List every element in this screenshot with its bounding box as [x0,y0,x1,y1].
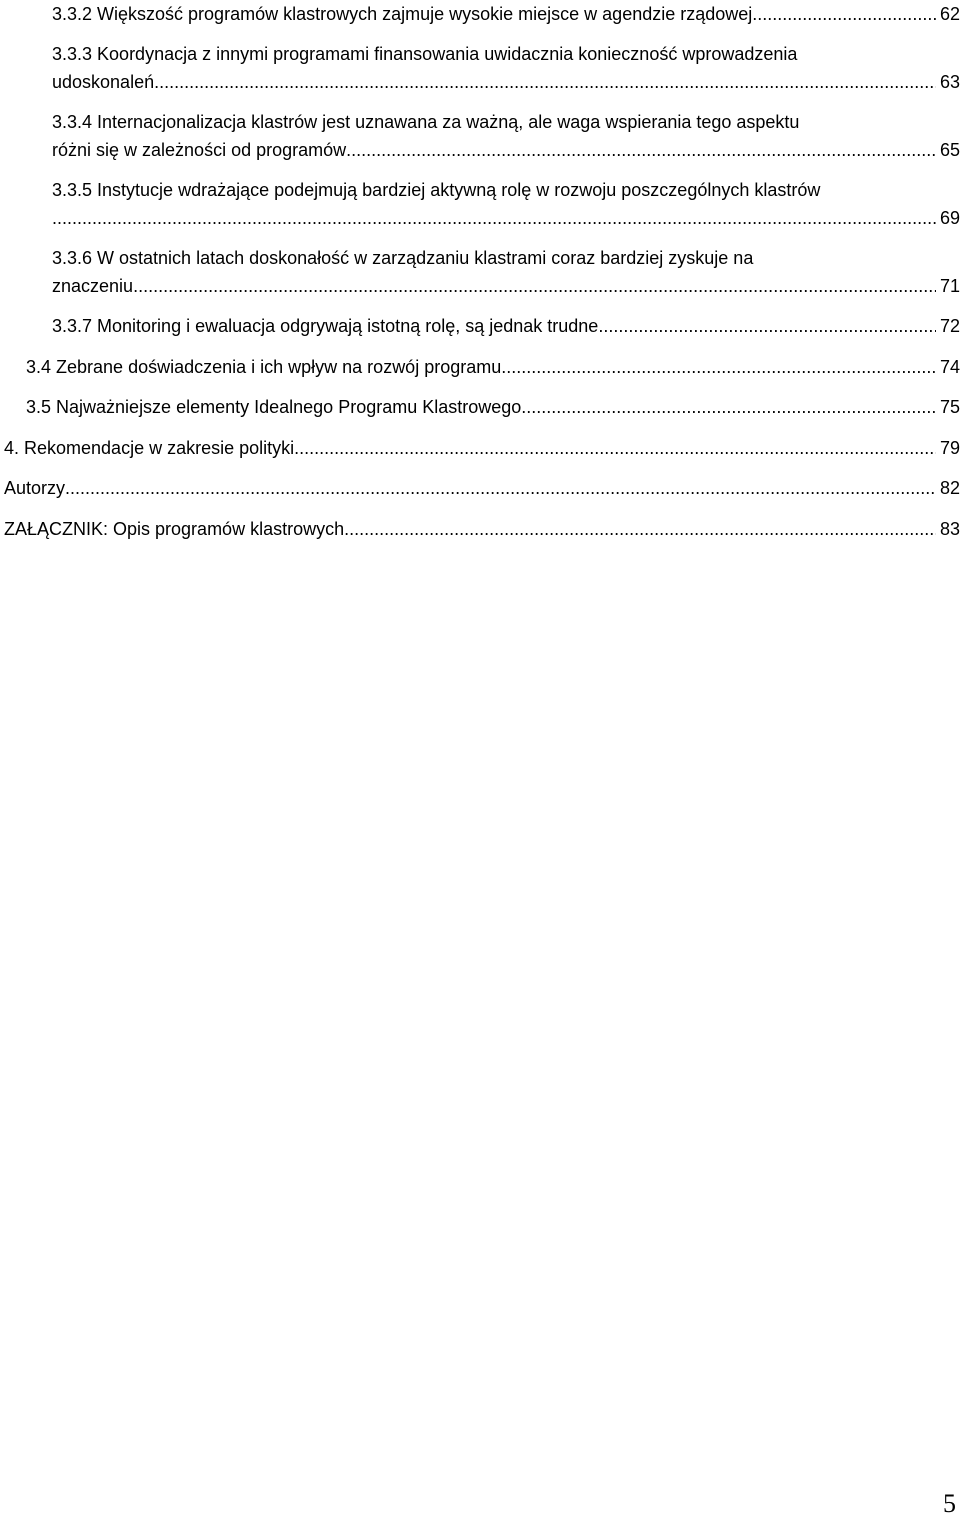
toc-entry-title: ZAŁĄCZNIK: Opis programów klastrowych [4,519,345,539]
toc-entry-3-3-7[interactable] [52,312,960,340]
toc-entry-page: 65 [939,140,960,160]
toc-entry-authors[interactable] [4,474,960,502]
dot-leader [501,353,936,381]
toc-entry-page: 74 [939,357,960,377]
toc-entry-title: różni się w zależności od programów [52,140,347,160]
toc-entry-page: 82 [939,478,960,498]
toc-entry-annex[interactable] [4,515,960,543]
toc-entry-title: 3.3.2 Większość programów klastrowych zajmuje wysokie miejsce w agendzie rządowej [52,4,753,24]
toc-entry-page: 62 [939,4,960,24]
toc-entry-title-line1: 3.3.4 Internacjonalizacja klastrów jest uznawana za ważną, ale waga wspierania tego aspektu [52,112,800,132]
toc-entry-title: 4. Rekomendacje w zakresie polityki [4,438,295,458]
toc-entry-title-line1: 3.3.3 Koordynacja z innymi programami finansowania uwidacznia konieczność wprowadzenia [52,44,798,64]
toc-entry-3-4[interactable] [26,353,960,381]
dot-leader [133,272,936,300]
dot-leader [65,474,936,502]
toc-entry-page: 83 [939,519,960,539]
toc-entry-title: udoskonaleń [52,72,155,92]
dot-leader [752,0,936,28]
toc-entry-3-3-4[interactable] [52,108,960,164]
dot-leader [52,204,936,232]
toc-entry-title: znaczeniu [52,276,134,296]
toc-entry-3-3-5[interactable] [52,176,960,232]
dot-leader [346,136,936,164]
toc-entry-title: 3.3.7 Monitoring i ewaluacja odgrywają istotną rolę, są jednak trudne [52,316,599,336]
toc-entry-3-5[interactable] [26,393,960,421]
toc-entry-page: 63 [939,72,960,92]
toc-entry-3-3-3[interactable] [52,40,960,96]
toc-entry-title-line1: 3.3.6 W ostatnich latach doskonałość w zarządzaniu klastrami coraz bardziej zyskuje na [52,248,754,268]
toc-entry-title: Autorzy [4,478,66,498]
toc-entry-page: 69 [939,208,960,228]
toc-entry-3-3-6[interactable] [52,244,960,300]
toc-entry-title-line1: 3.3.5 Instytucje wdrażające podejmują bardziej aktywną rolę w rozwoju poszczególnych klastrów [52,180,821,200]
toc-entry-page: 79 [939,438,960,458]
dot-leader [521,393,936,421]
toc-entry-page: 72 [939,316,960,336]
toc-entry-page: 71 [939,276,960,296]
toc-entry-4[interactable] [4,434,960,462]
dot-leader [154,68,936,96]
toc-entry-page: 75 [939,397,960,417]
toc-entry-title: 3.4 Zebrane doświadczenia i ich wpływ na rozwój programu [26,357,502,377]
toc-entry-3-3-2[interactable] [52,0,960,28]
page-number: 5 [943,1489,956,1518]
dot-leader [294,434,936,462]
toc-entry-title: 3.5 Najważniejsze elementy Idealnego Programu Klastrowego [26,397,522,417]
dot-leader [344,515,936,543]
dot-leader [598,312,936,340]
